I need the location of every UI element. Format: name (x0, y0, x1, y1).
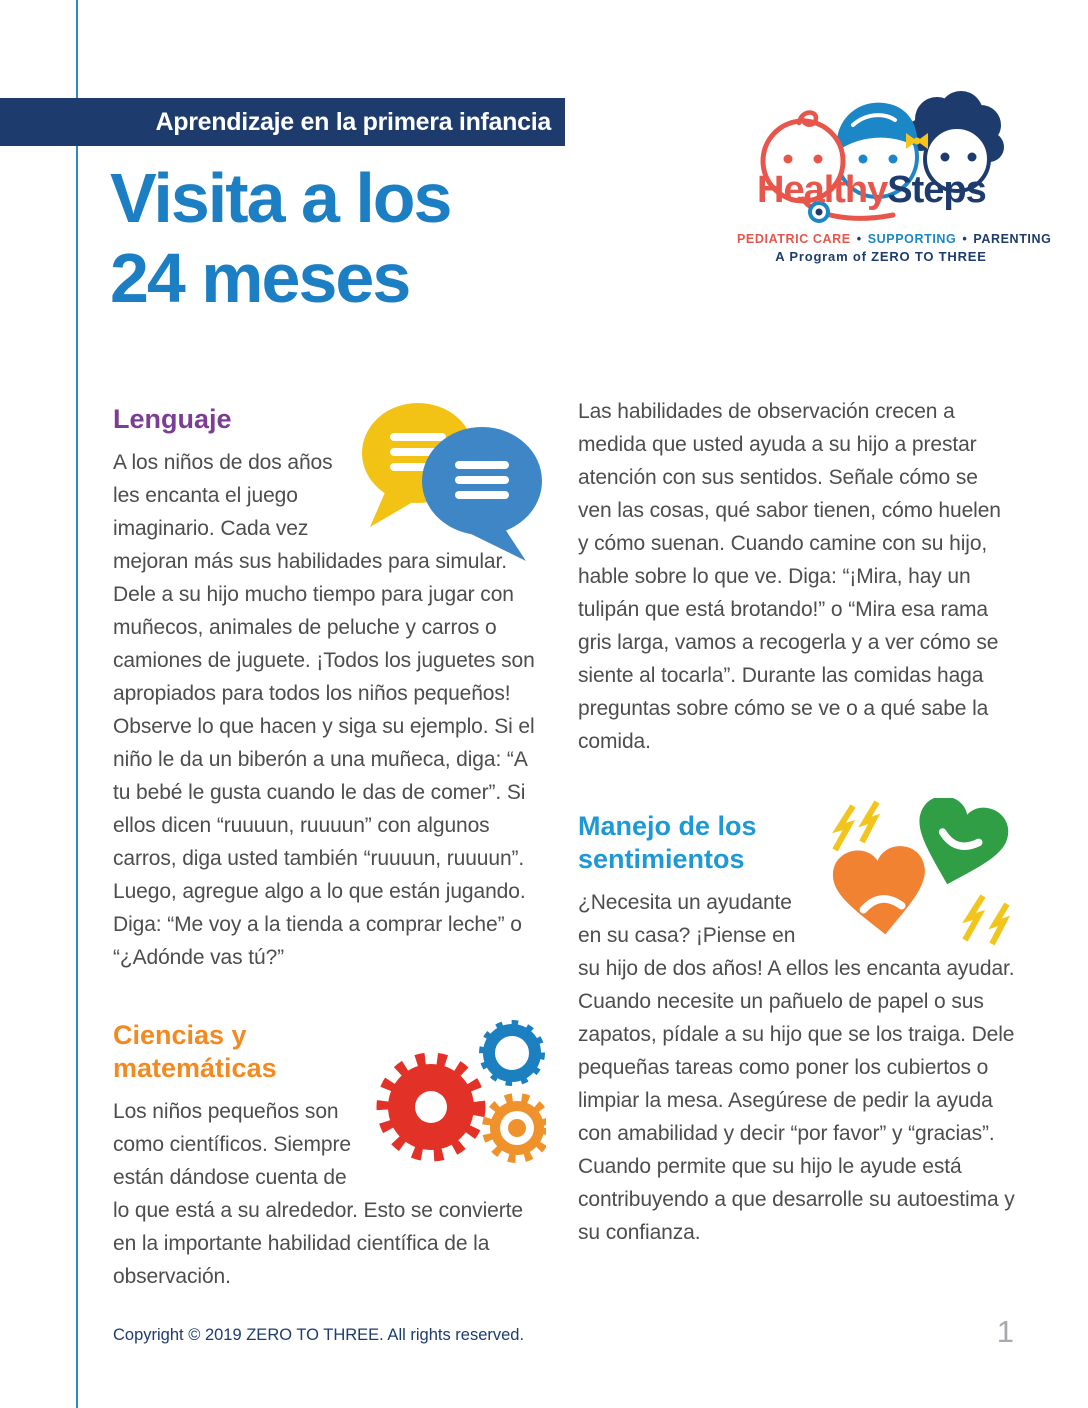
logo-program-line: A Program of ZERO TO THREE (775, 249, 987, 264)
heading-lenguaje: Lenguaje (113, 404, 232, 434)
gear-orange (487, 1098, 546, 1158)
footer-copyright: Copyright © 2019 ZERO TO THREE. All rights reserved. (113, 1326, 525, 1344)
tagline-parenting: PARENTING (973, 232, 1052, 246)
gear-red (383, 1059, 479, 1155)
section-lenguaje (113, 403, 546, 974)
tagline-bullet: • (856, 232, 862, 246)
logo-wordmark: HealthySteps (757, 169, 986, 211)
healthysteps-logo (737, 85, 1052, 264)
body-lenguaje: A los niños de dos años les encanta el juego imaginario. Cada vez mejoran más sus habilidades para simular. Dele a su hijo mucho tiempo para jugar con muñecos, animales de peluche y carros o camiones de juguete. ¡Todos los juguetes son apropiados para todos los niños pequeños! Observe lo que hacen y siga su ejemplo. Si el niño le da un biberón a una muñeca, diga: “A tu bebé le gusta cuando le das de comer”. Si ellos dicen “ruuuun, ruuuun” con algunos carros, diga usted también “ruuuun, ruuuun”. Luego, agregue algo a lo que están jugando. Diga: “Me voy a la tienda a comprar leche” o “¿Adónde vas tú?” (113, 451, 535, 969)
healthysteps-logo-icon (741, 85, 1021, 227)
tagline-bullet: • (962, 232, 968, 246)
tagline-supporting: SUPPORTING (867, 232, 957, 246)
lightning-bolts-top (835, 802, 877, 850)
page-title (110, 158, 450, 318)
left-accent-line (76, 0, 78, 1408)
body-manejo: ¿Necesita un ayudante en su casa? ¡Piense en su hijo de dos años! A ellos les encanta ayudar. Cuando necesite un pañuelo de papel o sus zapatos, pídale a su hijo que se los traiga. Dele pequeñas tareas como poner los cubiertos o limpiar la mesa. Asegúrese de pedir la ayuda con amabilidad y decir “por favor” y “gracias”. Cuando permite que su hijo le ayude está contribuyendo a que desarrolle su autoestima y su confianza. (578, 891, 1015, 1244)
logo-tagline (737, 232, 1052, 246)
orange-heart (830, 844, 931, 940)
page-number: 1 (996, 1314, 1014, 1349)
hearts-icon (823, 798, 1015, 938)
page-title-line2: 24 meses (110, 239, 410, 317)
banner-label: Aprendizaje en la primera infancia (155, 107, 551, 136)
left-column (113, 403, 546, 1293)
speech-bubbles-icon (356, 395, 546, 530)
section-ciencias (113, 1019, 546, 1293)
heading-manejo: Manejo de los sentimientos (578, 811, 757, 874)
header-banner (0, 98, 565, 146)
page-title-line1: Visita a los (110, 159, 451, 237)
section-manejo (578, 810, 1015, 1249)
heading-ciencias: Ciencias y matemáticas (113, 1020, 277, 1083)
lightning-bolts-bottom (965, 896, 1007, 944)
right-column (578, 395, 1015, 1249)
gears-icon (374, 1015, 546, 1165)
body-observacion: Las habilidades de observación crecen a medida que usted ayuda a su hijo a prestar atención con sus sentidos. Señale cómo se ven las cosas, qué sabor tienen, cómo huelen y cómo suenan. Cuando camine con su hijo, hable sobre lo que ve. Diga: “¡Mira, hay un tulipán que está brotando!” o “Mira esa rama gris larga, vamos a recogerla y a ver cómo se siente al tocarla”. Durante las comidas haga preguntas sobre cómo se ve o a qué sabe la comida. (578, 400, 1001, 753)
gear-blue (484, 1025, 540, 1081)
blue-speech-bubble (422, 427, 542, 561)
body-ciencias: Los niños pequeños son como científicos. Siempre están dándose cuenta de lo que está a su alrededor. Esto se convierte en la importante habilidad científica de la observación. (113, 1100, 523, 1288)
tagline-pediatric-care: PEDIATRIC CARE (737, 232, 851, 246)
